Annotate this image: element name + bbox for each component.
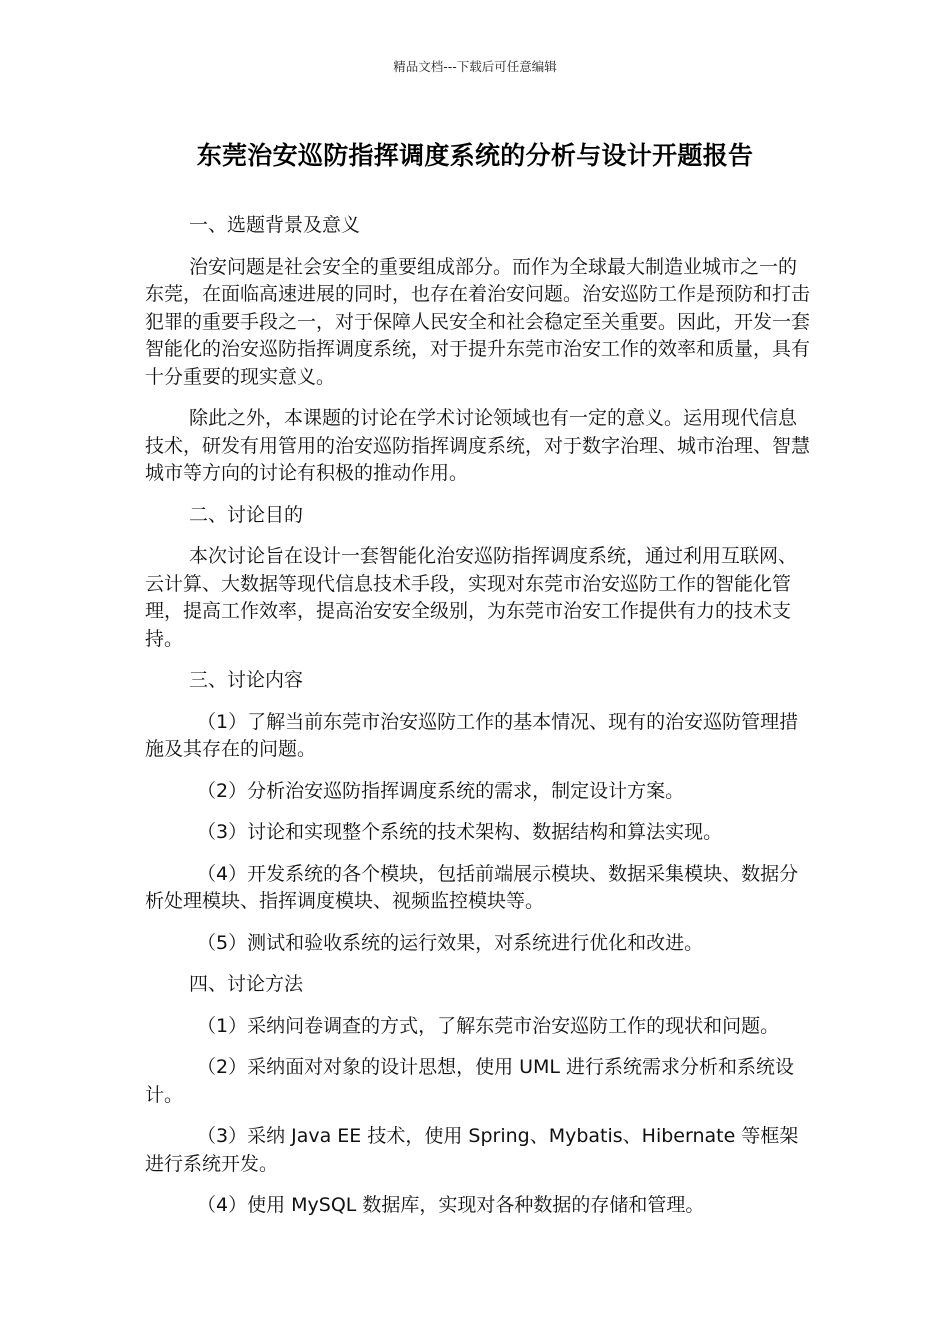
section-heading-background: 一、选题背景及意义 <box>189 214 361 236</box>
method-item-3: （3）采纳 Java EE 技术，使用 Spring、Mybatis、Hibernate 等框架进行系统开发。 <box>145 1125 799 1175</box>
section-heading-method: 四、讨论方法 <box>189 973 304 995</box>
paragraph-purpose: 本次讨论旨在设计一套智能化治安巡防指挥调度系统，通过利用互联网、云计算、大数据等现代信息技术手段，实现对东莞市治安巡防工作的智能化管理，提高工作效率，提高治安安全级别，为东莞市治安工作提供有力的技术支持。 <box>145 545 798 650</box>
method-item-1: （1）采纳问卷调查的方式，了解东莞市治安巡防工作的现状和问题。 <box>197 1014 780 1037</box>
document-body <box>145 212 810 1234</box>
paragraph-background-2: 除此之外，本课题的讨论在学术讨论领域也有一定的意义。运用现代信息技术，研发有用管用的治安巡防指挥调度系统，对于数字治理、城市治理、智慧城市等方向的讨论有积极的推动作用。 <box>145 407 811 484</box>
paragraph-background-1: 治安问题是社会安全的重要组成部分。而作为全球最大制造业城市之一的东莞，在面临高速进展的同时，也存在着治安问题。治安巡防工作是预防和打击犯罪的重要手段之一，对于保障人民安全和社会稳定至关重要。因此，开发一套智能化的治安巡防指挥调度系统，对于提升东莞市治安工作的效率和质量，具有十分重要的现实意义。 <box>145 255 811 388</box>
content-item-1: （1）了解当前东莞市治安巡防工作的基本情况、现有的治安巡防管理措施及其存在的问题。 <box>145 710 799 760</box>
content-item-4: （4）开发系统的各个模块，包括前端展示模块、数据采集模块、数据分析处理模块、指挥调度模块、视频监控模块等。 <box>145 862 799 912</box>
section-heading-content: 三、讨论内容 <box>189 669 304 691</box>
content-item-5: （5）测试和验收系统的运行效果，对系统进行优化和改进。 <box>197 931 704 954</box>
section-heading-purpose: 二、讨论目的 <box>189 503 304 526</box>
header-note: 精品文档---下载后可任意编辑 <box>393 59 557 74</box>
content-item-3: （3）讨论和实现整个系统的技术架构、数据结构和算法实现。 <box>197 821 723 843</box>
document-title: 东莞治安巡防指挥调度系统的分析与设计开题报告 <box>196 141 754 170</box>
content-item-2: （2）分析治安巡防指挥调度系统的需求，制定设计方案。 <box>197 779 685 802</box>
method-item-2: （2）采纳面对对象的设计思想，使用 UML 进行系统需求分析和系统设计。 <box>145 1056 795 1106</box>
method-item-4: （4）使用 MySQL 数据库，实现对各种数据的存储和管理。 <box>197 1194 705 1216</box>
